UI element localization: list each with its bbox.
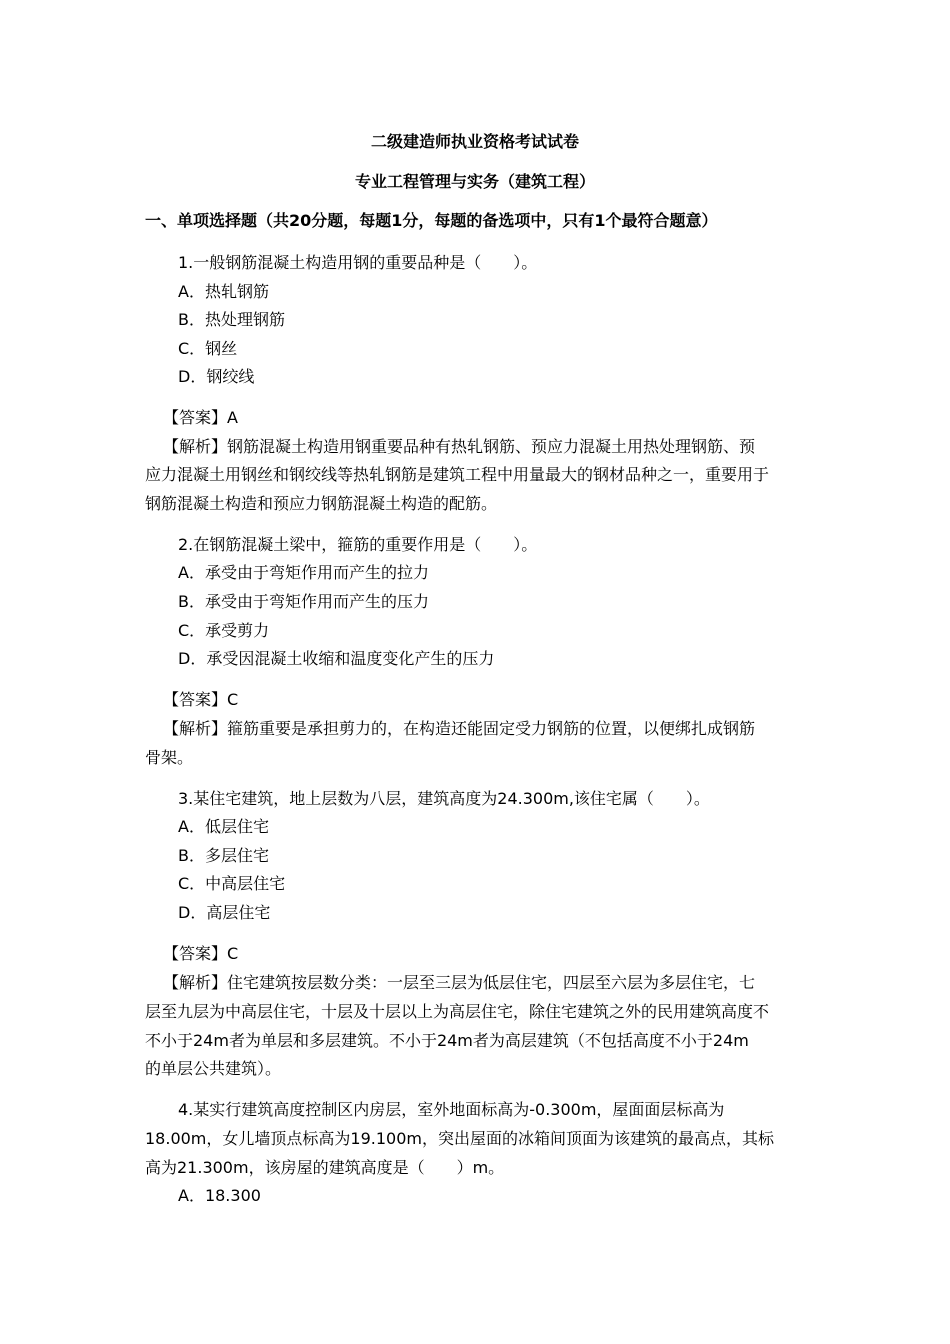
- question-2-explanation-line: 骨架。: [145, 748, 194, 767]
- question-3-explanation-line: 的单层公共建筑）。: [145, 1059, 282, 1078]
- question-1-option-c: C．钢丝: [178, 339, 238, 358]
- question-4-continued: 18.00m，女儿墙顶点标高为19.100m，突出屋面的冰箱间顶面为该建筑的最高点，其标: [145, 1129, 774, 1148]
- question-3-option-b: B．多层住宅: [178, 846, 269, 865]
- question-1-option-b: B．热处理钢筋: [178, 310, 285, 329]
- document-subtitle: 专业工程管理与实务（建筑工程）: [354, 172, 595, 191]
- question-2-option-c: C．承受剪力: [178, 621, 270, 640]
- question-3-explanation-line: 不小于24m者为单层和多层建筑。不小于24m者为高层建筑（不包括高度不小于24m: [145, 1031, 749, 1050]
- question-3-answer: 【答案】C: [163, 944, 239, 963]
- question-2-answer: 【答案】C: [163, 690, 239, 709]
- question-3-option-c: C．中高层住宅: [178, 874, 286, 893]
- question-1: 1.一般钢筋混凝土构造用钢的重要品种是（ ）。: [178, 253, 538, 272]
- section-heading: 一、单项选择题（共20分题，每题1分，每题的备选项中，只有1个最符合题意）: [145, 211, 718, 230]
- question-1-option-a: A．热轧钢筋: [178, 282, 269, 301]
- question-4: 4.某实行建筑高度控制区内房层，室外地面标高为-0.300m，屋面面层标高为: [178, 1100, 725, 1119]
- question-3-explanation-line: 层至九层为中高层住宅，十层及十层以上为高层住宅，除住宅建筑之外的民用建筑高度不: [145, 1002, 770, 1021]
- question-2-option-a: A．承受由于弯矩作用而产生的拉力: [178, 563, 429, 582]
- question-3-option-d: D．高层住宅: [178, 903, 271, 922]
- question-3: 3.某住宅建筑，地上层数为八层，建筑高度为24.300m,该住宅属（ ）。: [178, 789, 710, 808]
- question-2-explanation-line: 【解析】箍筋重要是承担剪力的，在构造还能固定受力钢筋的位置，以便绑扎成钢筋: [163, 719, 756, 738]
- question-1-explanation-line: 应力混凝土用钢丝和钢绞线等热轧钢筋是建筑工程中用量最大的钢材品种之一，重要用于: [145, 465, 770, 484]
- question-3-explanation-line: 【解析】住宅建筑按层数分类：一层至三层为低层住宅，四层至六层为多层住宅，七: [163, 973, 756, 992]
- question-4-option-a: A．18.300: [178, 1186, 261, 1205]
- question-1-explanation-line: 钢筋混凝土构造和预应力钢筋混凝土构造的配筋。: [145, 494, 498, 513]
- question-1-explanation-line: 【解析】钢筋混凝土构造用钢重要品种有热轧钢筋、预应力混凝土用热处理钢筋、预: [163, 437, 756, 456]
- question-2: 2.在钢筋混凝土梁中，箍筋的重要作用是（ ）。: [178, 535, 538, 554]
- question-1-option-d: D．钢绞线: [178, 367, 255, 386]
- question-3-option-a: A．低层住宅: [178, 817, 269, 836]
- document-title: 二级建造师执业资格考试试卷: [370, 132, 579, 151]
- question-4-continued: 高为21.300m，该房屋的建筑高度是（ ）m。: [145, 1158, 505, 1177]
- question-2-option-d: D．承受因混凝土收缩和温度变化产生的压力: [178, 649, 495, 668]
- question-2-option-b: B．承受由于弯矩作用而产生的压力: [178, 592, 429, 611]
- question-1-answer: 【答案】A: [163, 408, 238, 427]
